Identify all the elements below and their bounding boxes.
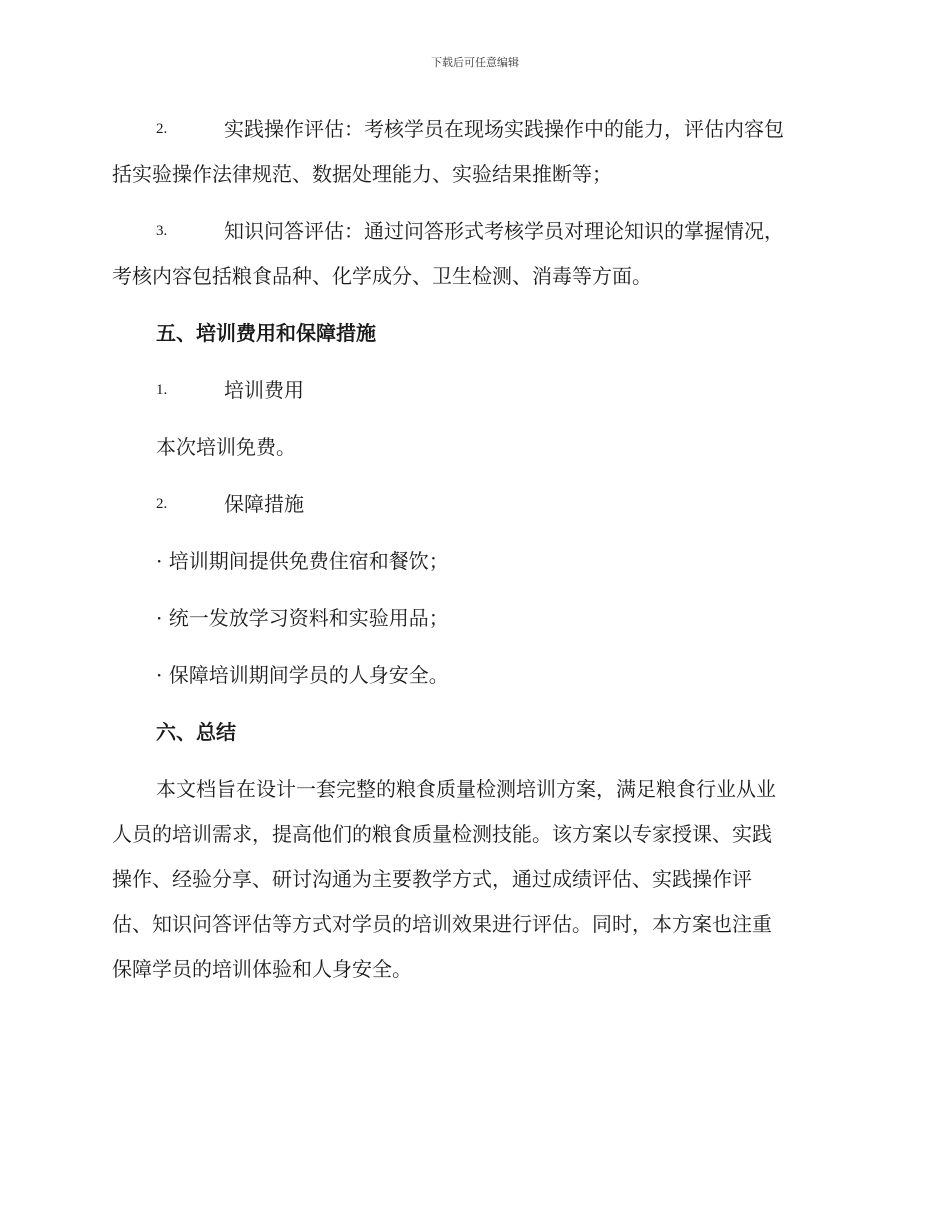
summary-line: 估、知识问答评估等方式对学员的培训效果进行评估。同时，本方案也注重 <box>112 912 772 936</box>
page-header: 下载后可任意编辑 <box>431 56 519 69</box>
bullet-item: · 培训期间提供免费住宿和餐饮； <box>156 549 449 573</box>
list-item-3-number: 3. <box>156 223 168 239</box>
list-item-3-text: 知识问答评估：通过问答形式考核学员对理论知识的掌握情况， <box>224 219 784 243</box>
section-5-subitem-1-number: 1. <box>156 382 168 398</box>
list-item-3-line1 <box>112 215 834 248</box>
section-5-subitem-1 <box>112 374 834 407</box>
section-5-subitem-2-number: 2. <box>156 496 168 512</box>
list-item-2-text: 实践操作评估：考核学员在现场实践操作中的能力，评估内容包 <box>224 117 784 141</box>
fee-text: 本次培训免费。 <box>156 435 296 459</box>
summary-line: 人员的培训需求，提高他们的粮食质量检测技能。该方案以专家授课、实践 <box>112 822 772 846</box>
section-5-heading: 五、培训费用和保障措施 <box>156 321 376 345</box>
section-5-subitem-2 <box>112 488 834 521</box>
summary-line: 本文档旨在设计一套完整的粮食质量检测培训方案，满足粮食行业从业 <box>156 777 776 801</box>
list-item-2-number: 2. <box>156 121 168 137</box>
list-item-2-line2: 括实验操作法律规范、数据处理能力、实验结果推断等； <box>112 162 612 186</box>
bullet-item: · 统一发放学习资料和实验用品； <box>156 606 449 630</box>
summary-line: 操作、经验分享、研讨沟通为主要教学方式，通过成绩评估、实践操作评 <box>112 867 752 891</box>
section-6-heading: 六、总结 <box>156 720 236 744</box>
list-item-3-line2: 考核内容包括粮食品种、化学成分、卫生检测、消毒等方面。 <box>112 264 652 288</box>
bullet-item: · 保障培训期间学员的人身安全。 <box>156 663 449 687</box>
list-item-2-line1 <box>112 113 834 146</box>
document-body <box>112 113 834 986</box>
section-5-subitem-2-label: 保障措施 <box>224 492 304 516</box>
section-5-subitem-1-label: 培训费用 <box>224 378 304 402</box>
summary-line: 保障学员的培训体验和人身安全。 <box>112 957 412 981</box>
